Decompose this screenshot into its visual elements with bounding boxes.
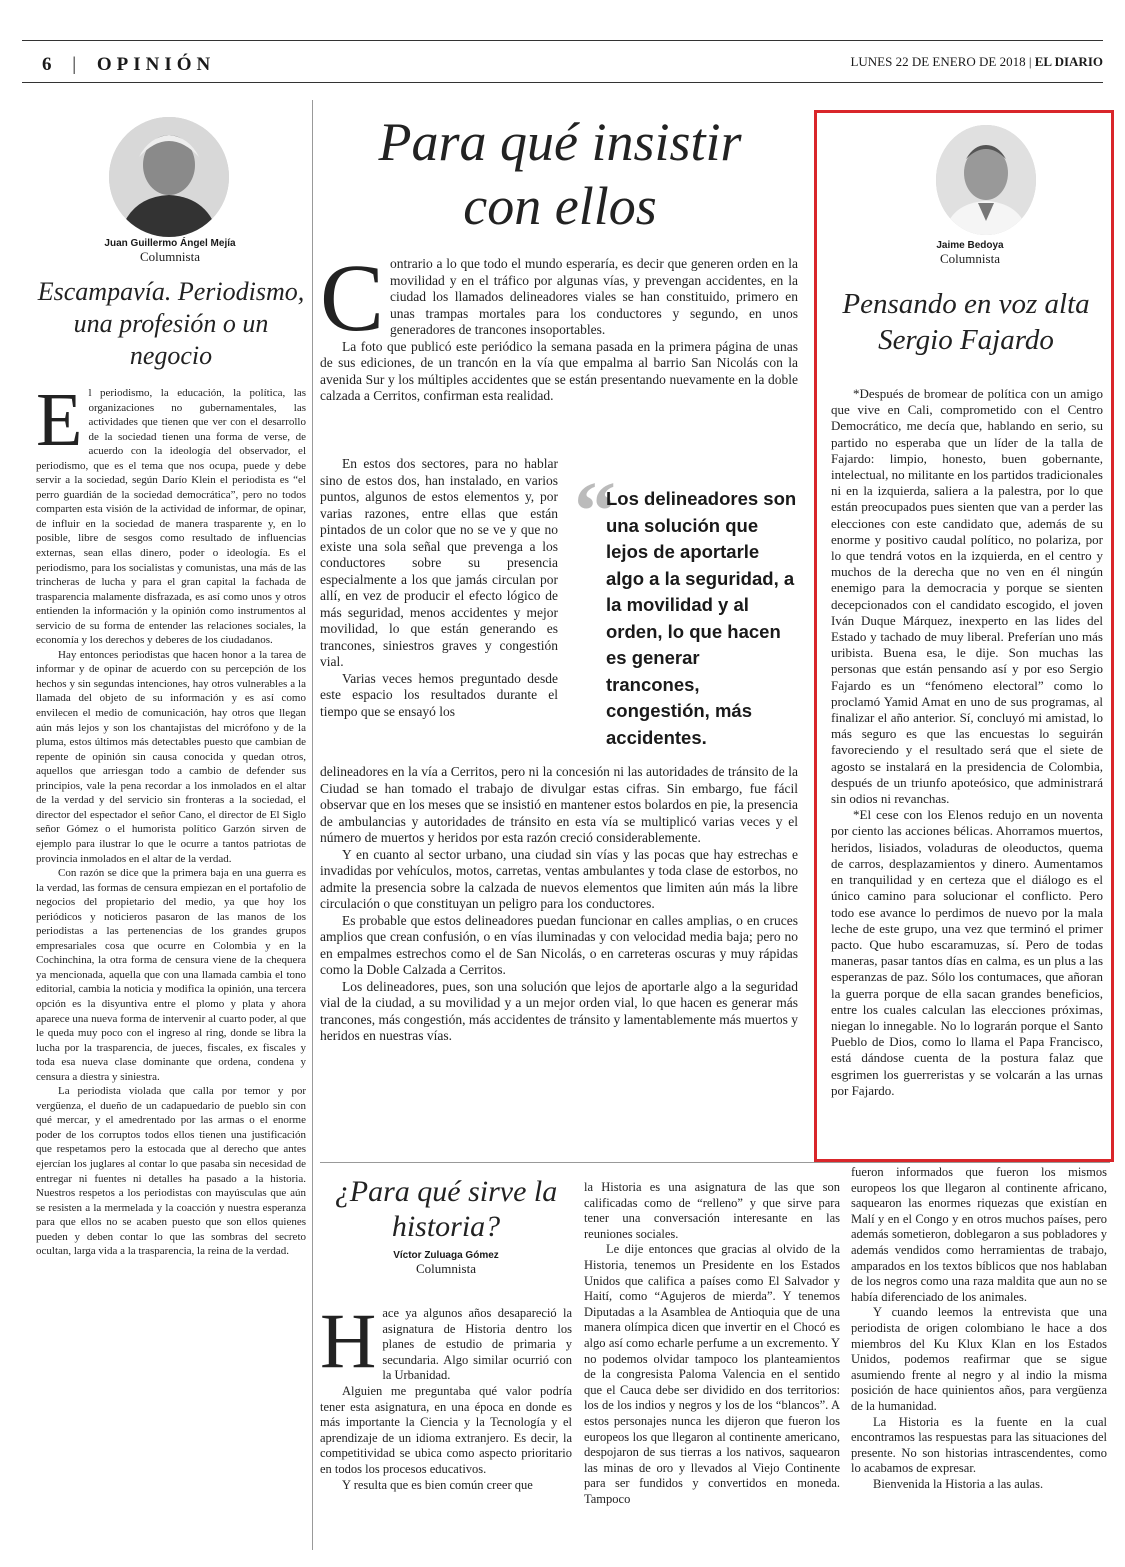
column-divider bbox=[312, 100, 313, 1550]
portrait-image bbox=[109, 117, 229, 237]
title-line: ¿Para qué sirve la bbox=[334, 1175, 558, 1208]
article-title bbox=[826, 286, 1106, 358]
author-name: Jaime Bedoya bbox=[936, 240, 1004, 251]
paragraph: Varias veces hemos preguntado desde este espacio los resultados durante el tiempo que se ensayó los bbox=[320, 670, 558, 719]
paragraph: delineadores en la vía a Cerritos, pero ni la concesión ni las autoridades de tránsito de la Ciudad se han tomado el trabajo de divulgar estas cifras. Sin embargo, fue fácil observar que en los meses que se insistió en mantener estos bolardos en pie, la presencia de ambulancias y autoridades de tránsito en esta vía se multiplicó varias veces y el número de muertos y heridos por esta razón creció considerablemente. bbox=[320, 764, 798, 845]
article-body-bottom-3 bbox=[851, 1165, 1107, 1492]
paragraph: *Después de bromear de política con un amigo que vive en Cali, comprometido con el Centro Democrático, me decía que, hablando en serio, su partido no esperaba que un líder de la talla de Fajardo: limpio, honesto, buen gobernante, intelectual, no militante en los partidos tradicionales ni en la izquierda, saliera a la palestra, por lo que están preocupados pues sienten que van a perder las elecciones con este candidato que, además de su enorme y positivo caudal político, no polariza, por lo que tendrá votos en la izquierda, en el centro y muchos de la derecha que no ven en él ningún enemigo para la democracia y porque se sienten decepcionados con el candidato escogido, el joven Iván Duque Márquez, inexperto en las lides del Estado y tachado de muy liberal. Preferían uno más uribista. Buena esa, le dije. Son muchas las personas que están pensando así y por eso Sergio Fajardo es un “fenómeno electoral” como lo proclamó Yamid Amat en uno de sus programas, al finalizar el año anterior. Sí, concluyó mi amistad, lo más seguro es que las encuestas lo seguirán favoreciendo y el resultado será que el siete de agosto se instalará en la presidencia de Colombia, después de un triunfo apoteósico, que administrará sin odios ni revanchas. bbox=[831, 386, 1103, 807]
paragraph: Es probable que estos delineadores puedan funcionar en calles amplias, o en cruces amplios que crean confusión, o en vías iluminadas y con velocidad media baja; pero no en empalmes estrechos como el de San Nicolás, o en carreteras oscuras y muy rápidas como la Doble Calzada a Cerritos. bbox=[320, 912, 798, 977]
article-body-center-narrow bbox=[320, 456, 558, 720]
article-body-left bbox=[36, 378, 306, 1259]
author-role: Columnista bbox=[940, 251, 1000, 266]
article-body-right bbox=[831, 386, 1103, 1099]
paragraph: La foto que publicó este periódico la semana pasada en la primera página de unas de sus ediciones, de un trancón en la vía que empalma al barrio San Nicolás con la avenida Sur y los múltiples accidentes que se están presentando nuevamente en la doble calzada a Cerritos, confirman esta realidad. bbox=[320, 338, 798, 403]
author-byline bbox=[870, 240, 1070, 267]
paragraph: La periodista violada que calla por temor y por vergüenza, el dueño de un cadapuedario de pueblo sin con qué mercar, y el amedrentado por las armas o el enorme poder de los corruptos todos ellos tienen una justificación que respetamos pero la estocada que al derecho que antes ejercían los juglares al contar lo que pasaba sin necesidad de entregar ni fuentes ni detalles ha pasado a la historia. Nuestros respetos a los periodistas con mayúsculas que aún se resisten a la mermelada y la coacción y nuestra esperanza para que ellos no se acaben puesto que son ellos quienes pueden y deben contar lo que las sombras del secreto ocultan, larga vida a la trasparencia, la reina de la verdad. bbox=[36, 1085, 306, 1258]
drop-cap: E bbox=[36, 378, 83, 462]
drop-cap: H bbox=[320, 1297, 377, 1384]
paragraph: La Historia es la fuente en la cual encontramos las respuestas para las situaciones del presente. No son historias intrascendentes, como lo acabamos de expresar. bbox=[851, 1414, 1107, 1476]
paragraph: Hay entonces periodistas que hacen honor a la tarea de informar y de opinar de acuerdo con su percepción de los hechos y sin segundas intenciones, hay otros vulnerables a la llamada del objeto de su información y es así como envilecen el medio de comunicación, hay otros que llegan aún más lejos y son los chantajistas del micrófono y de la pluma, estos últimos más detectables puesto que cambian de repente de opinión sin causa conocida y quedan otros, aquellos que arriesgan todo a cambio de defender sus principios, vale la pena recordar a los inmolados en el altar de la verdad y del servicio sin fronteras a la sociedad, el director del espectador el señor Cano, el director de El Siglo señor Gómez o el humorista político Garzón sirven de ejemplo para ilustrar lo que le ocurre a tantos patriotas de provincia inmolados en el altar de la verdad. bbox=[36, 648, 306, 865]
paragraph: Los delineadores, pues, son una solución que lejos de aportarle algo a la seguridad vial de la ciudad, a su movilidad y a un mejor orden vial, lo que hacen es generar más trancones, más congestión, más accidentes de tránsito y lamentablemente más muertos y heridos en nuestras vías. bbox=[320, 978, 798, 1043]
article-title bbox=[320, 1174, 572, 1244]
quote-mark-icon: “ bbox=[574, 465, 616, 558]
paragraph: l periodismo, la educación, la política, las organizaciones no gubernamentales, las actividades que tienen que ver con el desarrollo de la sociedad tienen una forma de verse, de acuerdo con la ideología del observador, el periodismo, que es el tema que nos ocupa, puede y debe servir a la sociedad, según Darío Klein el periodista es “el perro guardián de la sociedad democrática”, pero no todos comparten esta visión de la actividad de informar, de opinar, de influir en la sociedad de manera trasparente y, en lo posible, libre de sesgos como resultado de influencias externas, sean ellas dinero, poder o ideología. Es el periodismo, para los socialistas y comunistas, una más de las trincheras de lucha y para el gran capital la fachada de trasparencia malamente disfrazada, es así como unos y otros entienden la información y la opinión como instrumentos al servicio de su forma de entender las relaciones sociales, la economía y los derechos y deberes de los ciudadanos. bbox=[36, 387, 306, 647]
author-name: Juan Guillermo Ángel Mejía bbox=[104, 238, 236, 249]
section-rule bbox=[320, 1162, 1110, 1163]
top-rule bbox=[22, 40, 1103, 41]
newspaper-name: EL DIARIO bbox=[1034, 54, 1103, 69]
paragraph: Le dije entonces que gracias al olvido de la Historia, tenemos un Presidente en los Estados Unidos que califica a países como El Salvador y Haití, como “Agujeros de mierda”. Y tenemos Diputadas a la Asamblea de Antioquia que de una manera olímpica dicen que invertir en el Chocó es algo así como echarle perfume a un excremento. Y no podemos olvidar tampoco los planteamientos de la congresista Paloma Valencia en el sentido que el Cauca debe ser dividido en dos territorios: los de los indios y negros y los de los “blancos”. A estos personajes nunca les dijeron que fueron los europeos los que llegaron al continente americano, despojaron de sus tierras a los nativos, saquearon las minas de oro y llevados al Viejo Continente para ser fundidos y convertidos en moneda. Tampoco bbox=[584, 1242, 840, 1506]
paragraph: Y en cuanto al sector urbano, una ciudad sin vías y las pocas que hay estrechas e invadidas por vehículos, motos, carretas, ventas ambulantes y toda clase de estorbos, no admite la presencia sobre la calzada de nuevos elementos que limiten aún más la libre circulación o que constituyan un peligro para los conductores. bbox=[320, 846, 798, 911]
title-line: Para qué insistir bbox=[378, 112, 742, 172]
title-line: Pensando en voz alta bbox=[842, 288, 1090, 320]
paragraph: Con razón se dice que la primera baja en una guerra es la verdad, las formas de censura empiezan en el portafolio de negocios del propietario del medio, ya que hoy los periódicos y noticieros pasaron de las manos de los periodistas a las pertenencias de los grandes grupos empresariales cosa que ocurre en Colombia y en la Cochinchina, la otra forma de censura viene de la chequera ya mencionada, aquella que con una llamada cambia el tono editorial, cambia la noticia y modifica la opinión, una tercera opción es la disyuntiva entre el plomo y plata y ahora aparece una nueva forma de intervenir al cuarto poder, al que le queda muy poco con el ingreso al ring, donde se libra la lucha por la trasparencia, de jueces, fiscales, ex fiscales y toda esa nueva clase dominante que ordena, condena y censura a diestra y siniestra. bbox=[36, 867, 306, 1083]
issue-date: LUNES 22 DE ENERO DE 2018 bbox=[850, 54, 1026, 69]
paragraph: Y resulta que es bien común creer que bbox=[342, 1477, 533, 1492]
pull-quote: Los delineadores son una solución que lejos de aportarle algo a la seguridad, a la movilidad y al orden, lo que hacen es generar trancones, congestión, más accidentes. bbox=[606, 488, 797, 748]
article-title: Escampavía. Periodismo, una profesión o un negocio bbox=[37, 277, 305, 370]
header-separator: | bbox=[72, 54, 82, 75]
author-name: Víctor Zuluaga Gómez bbox=[393, 1250, 499, 1261]
article-body-center-lower bbox=[320, 764, 798, 1045]
article-body-center bbox=[320, 244, 798, 405]
title-line: con ellos bbox=[463, 176, 657, 236]
portrait-image bbox=[936, 125, 1036, 235]
page-header-right: LUNES 22 DE ENERO DE 2018 | EL DIARIO bbox=[850, 54, 1103, 69]
author-role: Columnista bbox=[416, 1261, 476, 1276]
paragraph: la Historia es una asignatura de las que son calificadas como de “relleno” y que sirve para tener una conversación interesante en las reuniones sociales. bbox=[584, 1180, 840, 1241]
paragraph: *El cese con los Elenos redujo en un noventa por ciento las acciones bélicas. Ahorramos muertos, heridos, lisiados, voladuras de oleoductos, quema de carros, desplazamientos y dinero. Aumentamos en tranquilidad y en certeza que el diálogo es el único camino para solucionar el conflicto. Pero todo ese avance lo perdimos de nuevo por la mala leche de este grupo, una vez que terminó el primer pacto. Que hubo escaramuzas, sí. Pero de todas maneras, pasar tantos días en calma, es un plus a las esperanzas de paz. Sólo los contumaces, que añoran la guerra porque de ella sacan grandes beneficios, entre los cuales calculan las elecciones próximas, niegan lo innegable. No lo lograrán porque el Santo Pueblo de Dios, como lo llama el Papa Francisco, está dándose cuenta de la postura falaz que esgrimen los guerreristas y se volcarán a las urnas por Fajardo. bbox=[831, 807, 1103, 1098]
paragraph: ace ya algunos años desapareció la asignatura de Historia dentro los planes de estudio de primaria y secundaria. Algo similar ocurrió con la Urbanidad. bbox=[382, 1306, 572, 1383]
title-line: historia? bbox=[391, 1210, 501, 1243]
header-rule bbox=[22, 82, 1103, 83]
article-body-bottom-2 bbox=[584, 1180, 840, 1507]
article-body-bottom-1 bbox=[320, 1297, 572, 1493]
author-role: Columnista bbox=[140, 249, 200, 264]
paragraph: Bienvenida la Historia a las aulas. bbox=[873, 1476, 1044, 1491]
author-photo bbox=[936, 125, 1036, 235]
author-photo bbox=[109, 117, 229, 237]
page-header-left bbox=[42, 54, 215, 76]
article-title bbox=[330, 110, 790, 238]
author-byline bbox=[60, 238, 280, 265]
paragraph: Alguien me preguntaba qué valor podría tener esta asignatura, en una época en donde es más importante la Ciencia y la Tecnología y el aprendizaje de un idioma extranjero. Es decir, la competitividad se ubica como aspecto prioritario en todos los procesos educativos. bbox=[320, 1383, 572, 1476]
paragraph: En estos dos sectores, para no hablar sino de estos dos, han instalado, en varios puntos, algunos de estos elementos y, por varias razones, entre ellas que están pintados de un color que no se ve y que no existe una sola señal que prevenga a los conductores sobre su presencia especialmente a los que jamás circulan por allí, en vez de producir el efecto lógico de más seguridad, menos accidentes y mejor movilidad, lo que están generando es trancones, siniestros graves y congestión vial. bbox=[320, 456, 558, 669]
title-line: Sergio Fajardo bbox=[878, 324, 1054, 356]
paragraph: fueron informados que fueron los mismos europeos los que llegaron al continente africano, saquearon las enormes riquezas que existían en Malí y en el Congo y en otros muchos países, pero además sometieron, doblegaron a sus pobladores y además vendidos como herramientas de trabajo, amparados en los textos bíblicos que nos hablaban de los negros como una raza maldita que aun no se había diferenciado de los animales. bbox=[851, 1165, 1107, 1304]
paragraph: Y cuando leemos la entrevista que una periodista de origen colombiano le hace a dos miembros del Ku Klux Klan en los Estados Unidos, podemos reafirmar que se sigue asumiendo frente al negro y al indio la misma posición de hace quinientos años, para vergüenza de la humanidad. bbox=[851, 1305, 1107, 1413]
section-name: OPINIÓN bbox=[96, 54, 216, 75]
drop-cap: C bbox=[320, 244, 385, 351]
paragraph: ontrario a lo que todo el mundo esperaría, es decir que generen orden en la movilidad y en el tráfico por algunas vías, y prevengan accidentes, en la ciudad los llamados delineadores viales se han constituido, primero en unas trampas mortales para los conductores y segundo, en unos generadores de trancones insoportables. bbox=[390, 256, 798, 337]
page-number: 6 bbox=[42, 54, 57, 75]
author-byline bbox=[336, 1250, 556, 1277]
